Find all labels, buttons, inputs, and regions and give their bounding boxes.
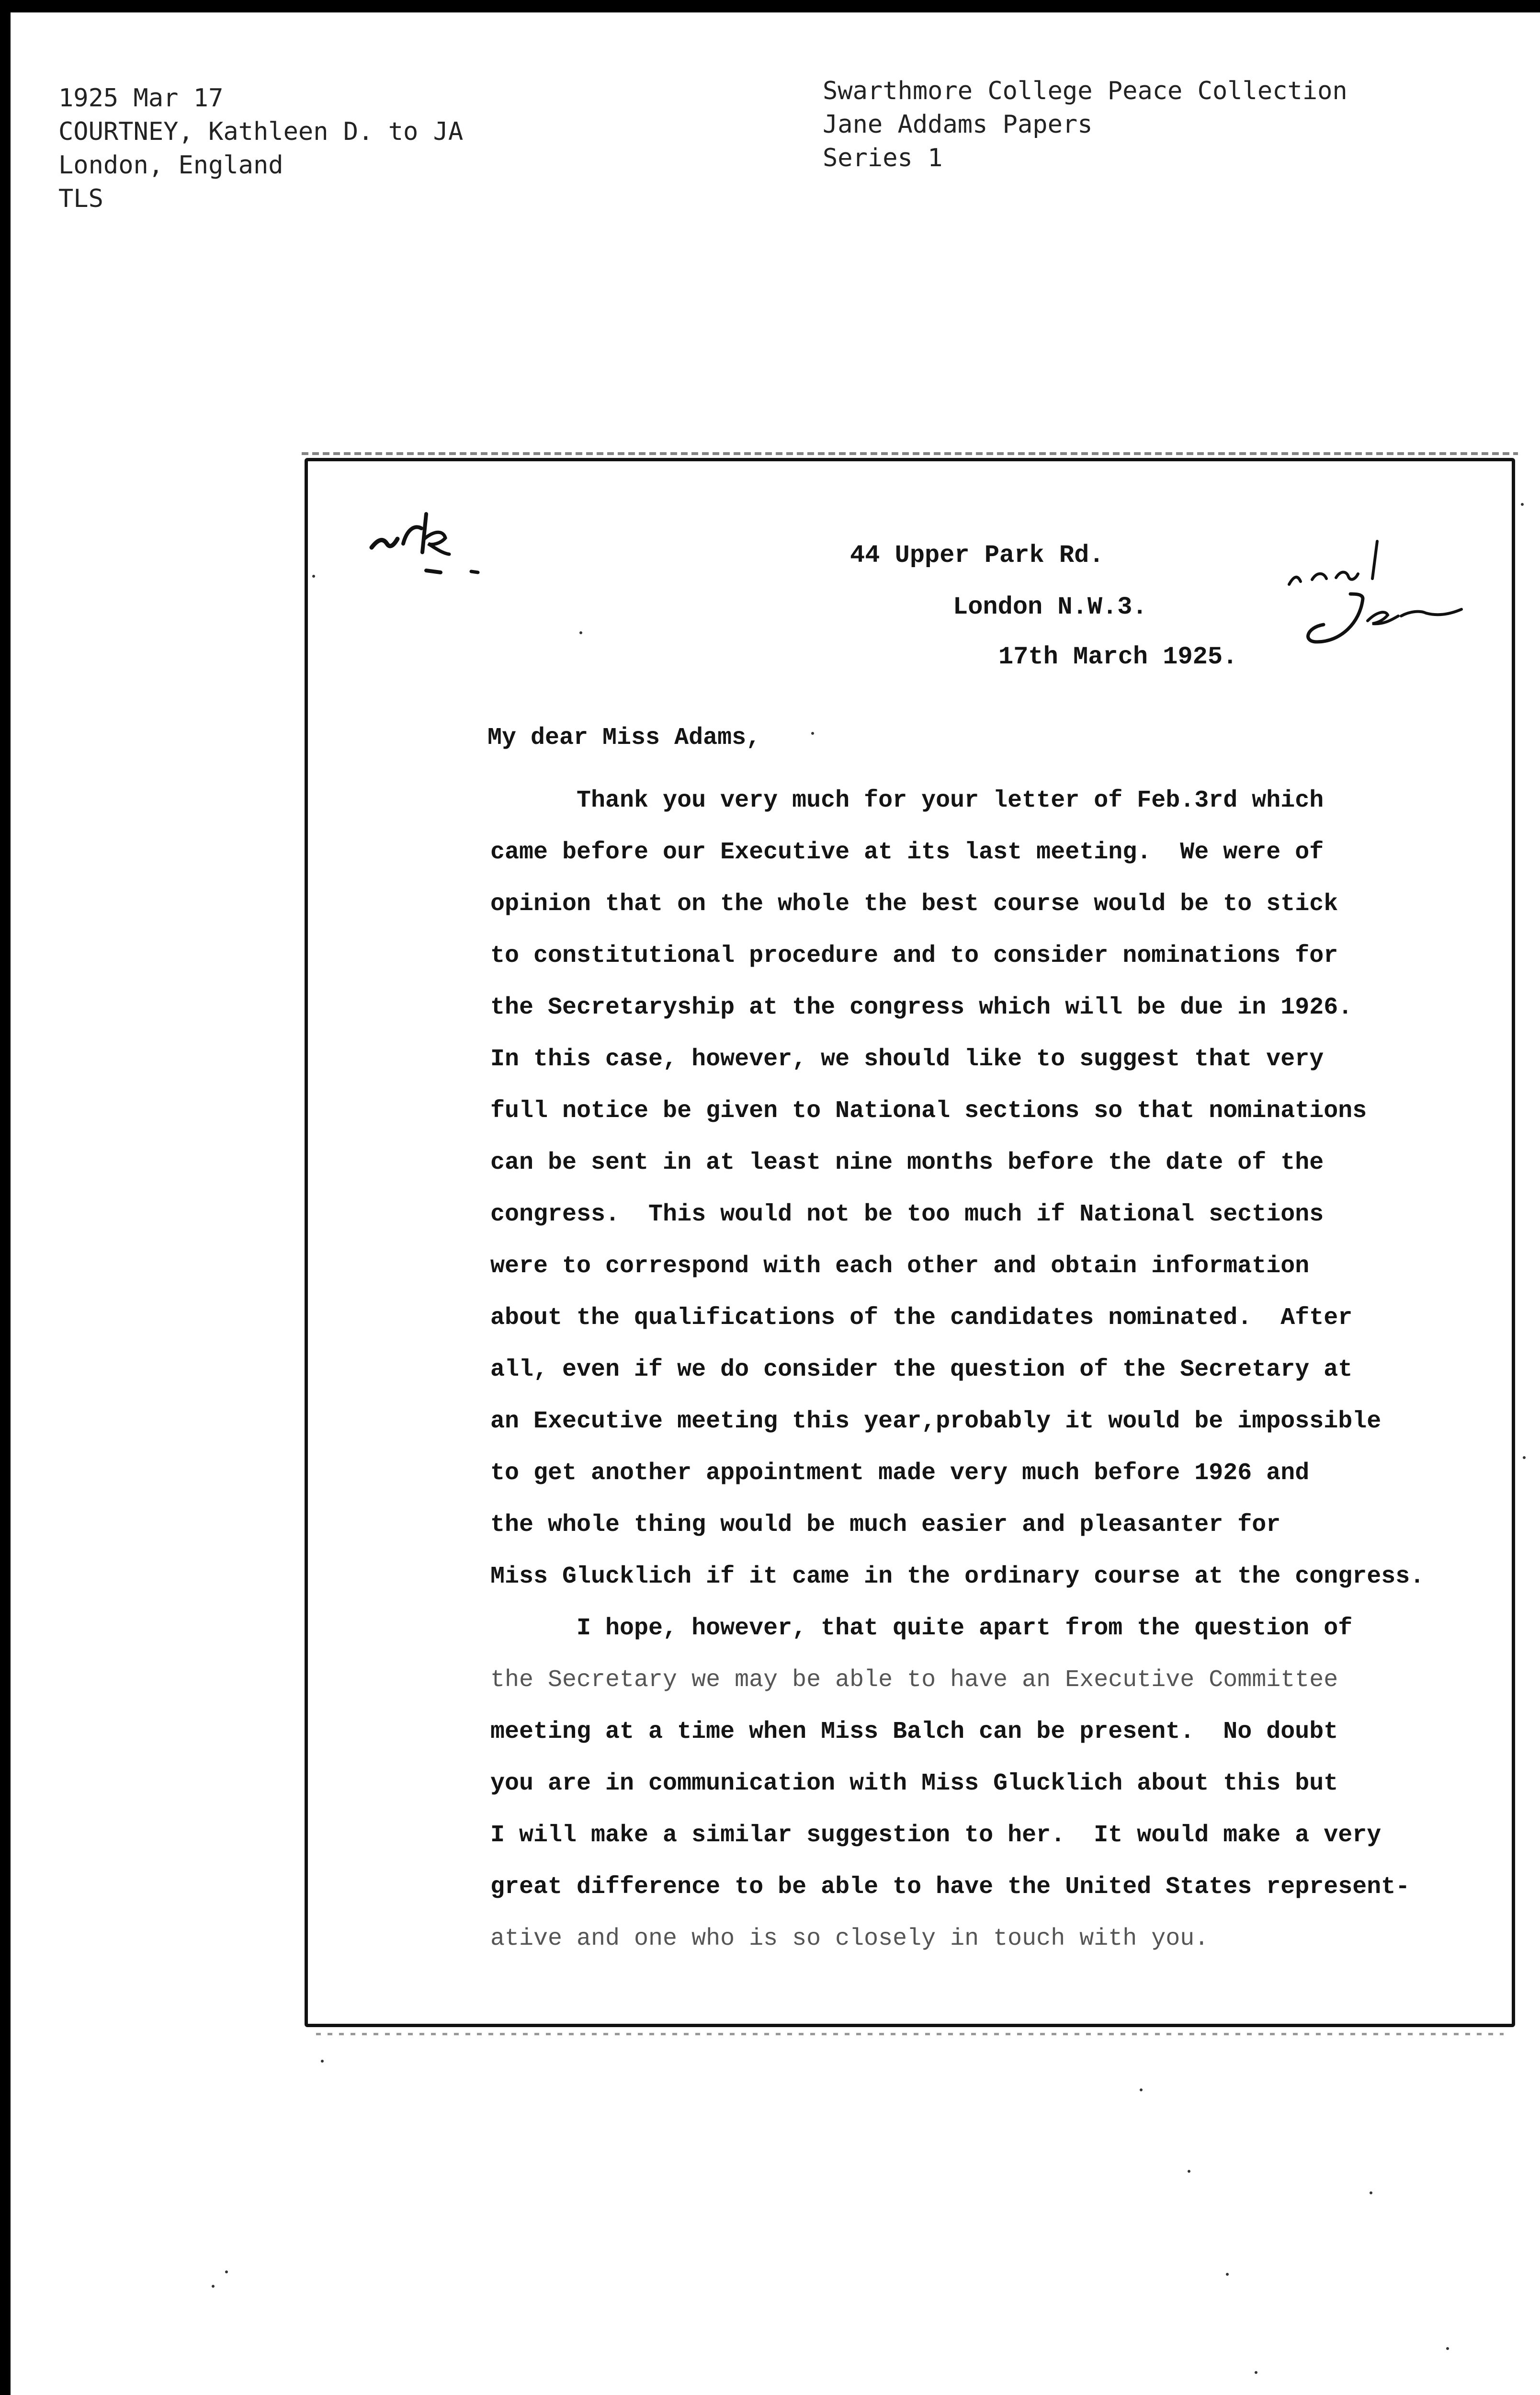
letter-line: In this case, however, we should like to suggest that very (490, 1046, 1324, 1073)
letter-line: full notice be given to National sections so that nominations (490, 1097, 1367, 1125)
letter-line: great difference to be able to have the United States represent- (490, 1873, 1410, 1901)
scan-speck (1370, 2191, 1372, 2194)
scan-speck (212, 2285, 215, 2288)
letter-date: 17th March 1925. (998, 643, 1238, 671)
scan-speck (811, 732, 814, 735)
letter-line: can be sent in at least nine months before the date of the (490, 1149, 1324, 1176)
collection-series: Series 1 (823, 144, 943, 172)
letter-line: I hope, however, that quite apart from the question of (490, 1615, 1353, 1642)
letter-line: came before our Executive at its last meeting. We were of (490, 839, 1324, 866)
collection-name: Swarthmore College Peace Collection (823, 77, 1348, 105)
scan-border-top (0, 0, 1540, 12)
letter-line: an Executive meeting this year,probably it would be impossible (490, 1408, 1381, 1435)
letter-line: the Secretaryship at the congress which will be due in 1926. (490, 994, 1353, 1021)
handwritten-mark-right (1283, 522, 1475, 666)
scan-speck (1255, 2371, 1257, 2374)
collection-info (823, 74, 1348, 175)
letter-line: all, even if we do consider the question of the Secretary at (490, 1356, 1353, 1383)
scan-speck (312, 575, 315, 578)
letter-line: the whole thing would be much easier and pleasanter for (490, 1511, 1281, 1539)
letter-line: to constitutional procedure and to consider nominations for (490, 942, 1338, 969)
catalog-doc-type: TLS (58, 184, 103, 213)
letter-street: 44 Upper Park Rd. (850, 541, 1104, 570)
letter-line: to get another appointment made very much before 1926 and (490, 1460, 1310, 1487)
letter-line: you are in communication with Miss Glucklich about this but (490, 1770, 1338, 1797)
scan-speck (1226, 2273, 1229, 2276)
letter-salutation: My dear Miss Adams, (487, 724, 761, 752)
letter-line: were to correspond with each other and obtain information (490, 1253, 1310, 1280)
letter-line: meeting at a time when Miss Balch can be present. No doubt (490, 1718, 1338, 1745)
letter-line: Miss Glucklich if it came in the ordinary course at the congress. (490, 1563, 1425, 1590)
catalog-correspondents: COURTNEY, Kathleen D. to JA (58, 117, 464, 146)
sheet-edge-top (302, 452, 1518, 455)
scan-speck (1521, 503, 1524, 506)
scan-speck (579, 631, 582, 634)
letter-line: congress. This would not be too much if National sections (490, 1201, 1324, 1228)
catalog-info (58, 81, 463, 216)
scan-speck (1188, 2170, 1190, 2173)
catalog-date: 1925 Mar 17 (58, 84, 224, 113)
letter-line: about the qualifications of the candidates nominated. After (490, 1304, 1353, 1332)
letter-line: I will make a similar suggestion to her. It would make a very (490, 1822, 1381, 1849)
letter-line: opinion that on the whole the best course would be to stick (490, 890, 1338, 918)
scan-speck (1523, 1456, 1526, 1459)
scan-speck (225, 2270, 228, 2273)
collection-papers: Jane Addams Papers (823, 110, 1093, 139)
letter-city: London N.W.3. (953, 593, 1147, 621)
handwritten-mark-left (369, 510, 493, 592)
sheet-edge-bottom (316, 2033, 1504, 2035)
scan-border-left (0, 0, 11, 2395)
letter-line: Thank you very much for your letter of Feb.3rd which (490, 787, 1324, 814)
scan-speck (321, 2060, 324, 2063)
scan-speck (1140, 2088, 1143, 2091)
scan-speck (1446, 2347, 1449, 2350)
catalog-place: London, England (58, 151, 283, 180)
letter-line: ative and one who is so closely in touch with you. (490, 1925, 1209, 1952)
letter-line: the Secretary we may be able to have an Executive Committee (490, 1666, 1338, 1694)
letter-body (490, 775, 1424, 1965)
